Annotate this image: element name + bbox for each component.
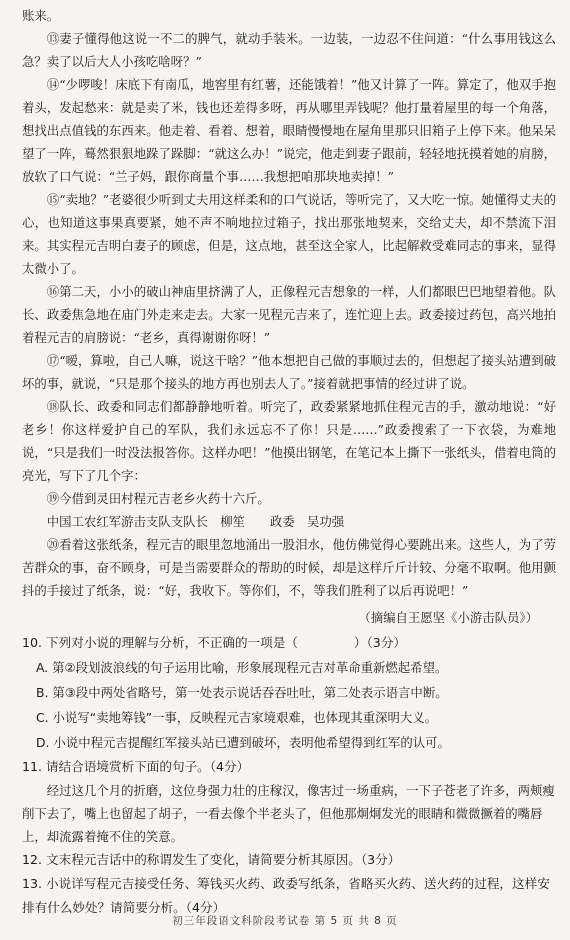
- option-a: A. 第②段划波浪线的句子运用比喻，形象展现程元吉对革命重新燃起希望。: [36, 660, 448, 675]
- option-c: C. 小说写“卖地筹钱”一事，反映程元吉家境艰难，也体现其重深明大义。: [36, 710, 438, 725]
- question-13: 13. 小说详写程元吉接受任务、筹钱买火药、政委写纸条，省略买火药、送火药的过程，这样安排有什么妙处？请简要分析。（4分）: [22, 876, 550, 915]
- question-10: [22, 631, 556, 655]
- passage: [22, 4, 556, 629]
- question-10-stem: 10. 下列对小说的理解与分析，不正确的一项是（: [22, 635, 298, 650]
- paragraph-17: ⑰“嗳，算啦，自己人嘛，说这干啥？”他本想把自己做的事顺过去的，但想起了接头站遭到破坏的事，就说，“只是那个接头的地方再也别去人了。”接着就把事情的经过讲了说。: [22, 353, 556, 391]
- question-11-quote: 经过这几个月的折磨，这位身强力壮的庄稼汉，像害过一场重病，一下子苍老了许多，两颊瘦削下去了，嘴上也留起了胡子，一看去像个半老头了，但他那炯炯发光的眼睛和微微撅着的嘴唇上，却流露着掩不住的笑意。: [22, 783, 555, 844]
- paragraph-16: ⑯第二天，小小的破山神庙里挤满了人，正像程元吉想象的一样，人们都眼巴巴地望着他。队长、政委焦急地在庙门外走来走去。大家一见程元吉来了，连忙迎上去。政委接过药包，高兴地拍着程元吉的肩膀说：“老乡，真得谢谢你呀！”: [22, 284, 556, 345]
- paragraph-18: ⑱队长、政委和同志们都静静地听着。听完了，政委紧紧地抓住程元吉的手，激动地说：“好老乡！你这样爱护自己的军队，我们永远忘不了你！只是……”政委搜索了一下衣袋，为难地说，“只是我们一时没法报答你。这样办吧！”他摸出钢笔，在笔记本上撕下一张纸头，借着电筒的亮光，写下了几个字：: [22, 399, 556, 483]
- question-12: 12. 文末程元吉话中的称谓发生了变化，请简要分析其原因。（3分）: [22, 852, 401, 867]
- passage-fragment: 账来。: [22, 8, 60, 23]
- paragraph-19: ⑲今借到灵田村程元吉老乡火药十六斤。: [46, 491, 270, 506]
- source-citation: （摘编自王愿坚《小游击队员》）: [358, 610, 538, 625]
- option-d: D. 小说中程元吉提醒红军接头站已遭到破坏，表明他希望得到红军的认可。: [36, 735, 450, 750]
- questions: [22, 631, 556, 920]
- option-b: B. 第③段中两处省略号，第一处表示说话吞吞吐吐，第二处表示语言中断。: [36, 685, 448, 700]
- question-11: 11. 请结合语境赏析下面的句子。（4分）: [22, 759, 250, 774]
- paragraph-15: ⑮“卖地？”老婆很少听到丈夫用这样柔和的口气说话，等听完了，又大吃一惊。她懂得丈夫的心，也知道这事果真要紧，她不声不响地拉过箱子，找出那张地契来，交给丈夫，却不禁流下泪来。其实程元吉明白妻子的顾虑，但是，这点地，甚至这全家人，比起解救受难同志的事来，显得太微小了。: [22, 192, 556, 276]
- question-10-tail: ）（3分）: [353, 635, 407, 650]
- paragraph-13: ⑬妻子懂得他这说一不二的脾气，就动手装米。一边装，一边忍不住问道：“什么事用钱这么急？卖了以后大人小孩吃啥呀？”: [22, 31, 556, 69]
- page-footer: 初三年段语文科阶段考试卷 第 5 页 共 8 页: [172, 915, 398, 927]
- note-signature: 中国工农红军游击支队支队长 柳笙 政委 吴功强: [46, 514, 345, 529]
- paragraph-20: ⑳看着这张纸条，程元吉的眼里忽地涌出一股泪水，他仿佛觉得心要跳出来。这些人，为了劳苦群众的事，奋不顾身，可是当需要群众的帮助的时候，却是这样斤斤计较、分毫不取啊。他用颤抖的手接过了纸条，说：“好，我收下。等你们，不，等我们胜利了以后再说吧！”: [22, 537, 556, 598]
- paragraph-14: ⑭“少啰唆！床底下有南瓜，地窖里有红薯，还能饿着！”他又计算了一阵。算定了，他双手抱着头，发起愁来：就是卖了米，钱也还差得多呀，再从哪里弄钱呢？他打量着屋里的每一个角落，想找出点值钱的东西来。他走着、看着、想着，眼睛慢慢地在屋角里那只旧箱子上停下来。他呆呆望了一阵，蓦然狠狠地跺了跺脚：“就这么办！”说完，他走到妻子跟前，轻轻地抚摸着她的肩膀，放软了口气说：“兰子妈，跟你商量个事……我想把咱那块地卖掉！”: [22, 77, 556, 184]
